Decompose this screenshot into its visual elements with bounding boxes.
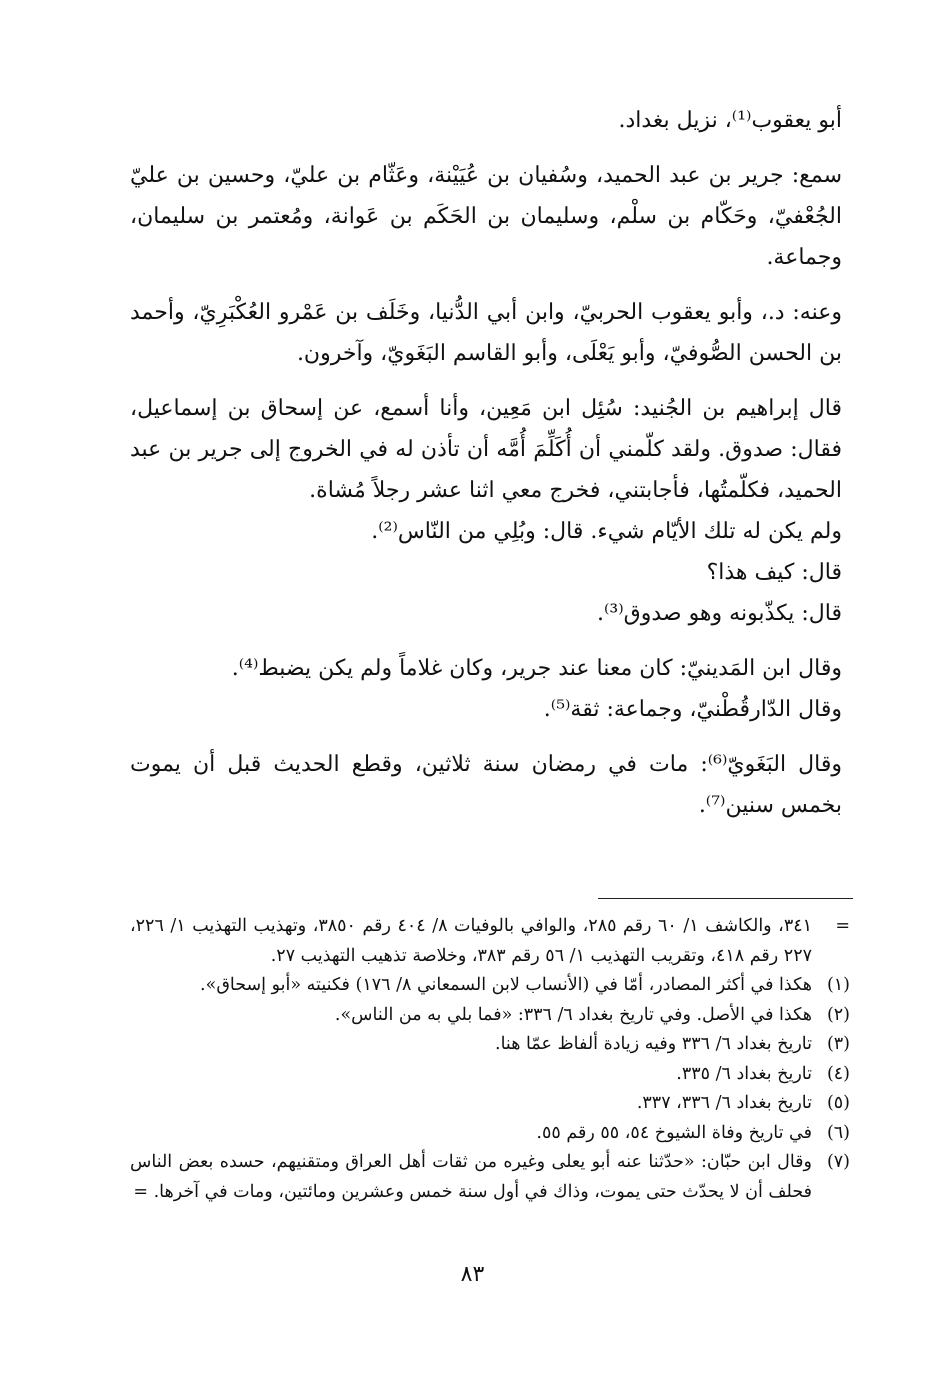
paragraph-nothing: ولم يكن له تلك الأيّام شيء. قال: وبُلِي من النّاس⁽²⁾.: [371, 519, 842, 544]
paragraph-madini: وقال ابن المَدينيّ: كان معنا عند جرير، وكان غلاماً ولم يكن يضبط⁽⁴⁾.: [231, 656, 842, 681]
footnote-2: [130, 1001, 850, 1031]
paragraph-students: وعنه: د.، وأبو يعقوب الحربيّ، وابن أبي الدُّنيا، وخَلَف بن عَمْرو العُكْبَرِيّ، وأحمد بن الحسن الصُّوفيّ، وأبو يَعْلَى، وأبو القاسم البَغَويّ، وآخرون.: [130, 300, 842, 366]
footnote-continuation-marker: =: [835, 916, 850, 936]
paragraph-baghawi: وقال البَغَويّ⁽⁶⁾: مات في رمضان سنة ثلاثين، وقطع الحديث قبل أن يموت بخمس سنين⁽⁷⁾.: [130, 752, 842, 818]
footnote-text: تاريخ بغداد ٦/ ٣٣٦ وفيه زيادة ألفاظ عمّا هنا.: [495, 1034, 812, 1054]
footnote-6: [130, 1119, 850, 1149]
paragraph-ibn-junaid: قال إبراهيم بن الجُنيد: سُئِل ابن مَعِين، وأنا أسمع، عن إسحاق بن إسماعيل، فقال: صدوق. ولقد كلّمني أن أُكَلِّمَ أُمَّه أن تأذن له في الخروج إلى جرير بن عبد الحميد، فكلّمتُها، فأجابتني، فخرج معي اثنا عشر رجلاً مُشاة.: [130, 396, 842, 503]
footnote-number: (١): [826, 975, 850, 995]
footnote-4: [130, 1060, 850, 1090]
page-number: ٨٣: [460, 1262, 485, 1287]
footnote-3: [130, 1030, 850, 1060]
footnote-text: في تاريخ وفاة الشيوخ ٥٤، ٥٥ رقم ٥٥.: [536, 1122, 812, 1143]
footnote-number: (٦): [826, 1122, 850, 1143]
footnote-continuation: [130, 912, 850, 971]
footnote-7: [130, 1148, 850, 1207]
footnote-text: وقال ابن حبّان: «حدّثنا عنه أبو يعلى وغيره من ثقات أهل العراق ومتقنيهم، حسده بعض الناس فحلف أن لا يحدّث حتى يموت، وذاك في أول سنة خمس وعشرين ومائتين، ومات في آخرها. =: [130, 1152, 812, 1202]
paragraph-how: قال: كيف هذا؟: [706, 560, 842, 585]
footnote-number: (٢): [826, 1004, 850, 1025]
footnote-number: (٥): [826, 1093, 850, 1113]
footnote-number: (٧): [826, 1152, 850, 1172]
footnote-number: (٤): [826, 1063, 850, 1084]
footnote-text: تاريخ بغداد ٦/ ٣٣٦، ٣٣٧.: [636, 1093, 812, 1113]
footnote-continuation-text: ٣٤١، والكاشف ١/ ٦٠ رقم ٢٨٥، والوافي بالوفيات ٨/ ٤٠٤ رقم ٣٨٥٠، وتهذيب التهذيب ١/ ٢٢٦، ٢٢٧ رقم ٤١٨، وتقريب التهذيب ١/ ٥٦ رقم ٣٨٣، وخلاصة تذهيب التهذيب ٢٧.: [130, 916, 813, 966]
paragraph-intro: أبو يعقوب⁽¹⁾، نزيل بغداد.: [618, 108, 842, 133]
paragraph-truthful: قال: يكذّبونه وهو صدوق⁽³⁾.: [597, 601, 842, 626]
footnote-number: (٣): [826, 1034, 850, 1054]
main-text: [130, 100, 842, 826]
footnote-divider: [598, 898, 853, 899]
paragraph-teachers: سمع: جرير بن عبد الحميد، وسُفيان بن عُيَيْنة، وعَثّام بن عليّ، وحسين بن عليّ الجُعْفيّ، وحَكّام بن سلْم، وسليمان بن الحَكَم بن عَوانة، ومُعتمر بن سليمان، وجماعة.: [130, 163, 842, 270]
paragraph-daraqutni: وقال الدّارقُطْنيّ، وجماعة: ثقة⁽⁵⁾.: [543, 697, 842, 722]
footnotes: [130, 912, 850, 1207]
footnote-1: [130, 971, 850, 1001]
footnote-text: تاريخ بغداد ٦/ ٣٣٥.: [676, 1063, 812, 1084]
footnote-5: [130, 1089, 850, 1119]
footnote-text: هكذا في أكثر المصادر، أمّا في (الأنساب لابن السمعاني ٨/ ١٧٦) فكنيته «أبو إسحاق».: [200, 975, 812, 995]
footnote-text: هكذا في الأصل. وفي تاريخ بغداد ٦/ ٣٣٦: «فما بلي به من الناس».: [334, 1004, 812, 1025]
